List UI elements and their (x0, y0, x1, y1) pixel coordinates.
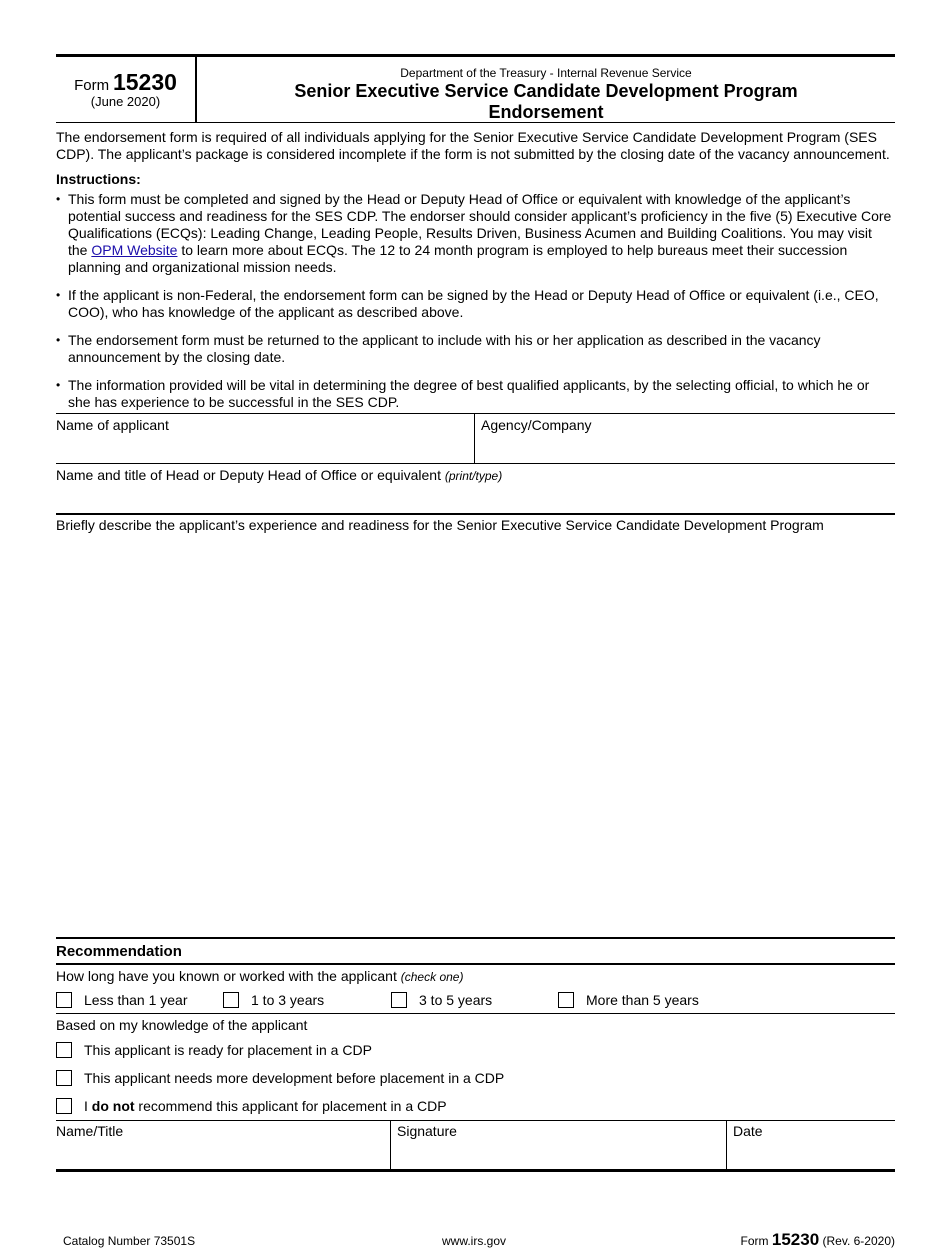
duration-option-1-3[interactable] (223, 992, 391, 1008)
form-header (56, 54, 895, 123)
head-of-office-hint: (print/type) (444, 469, 503, 483)
opm-website-link[interactable]: OPM Website (91, 242, 178, 258)
instruction-item: • If the applicant is non-Federal, the endorsement form can be signed by the Head or Deputy Head of Office or equivalent (i.e., CEO, COO), who has knowledge of the applicant as described above. (56, 287, 895, 321)
instruction-text: This form must be completed and signed by the Head or Deputy Head of Office or equivalent with knowledge of the applicant’s potential success and readiness for the SES CDP. The endorser should consider applicant’s proficiency in the five (5) Executive Core Qualifications (ECQs): Leading Change, Leading People, Results Driven, Business Acumen and Building Coalitions. You may visit the (68, 191, 892, 258)
form-date: (June 2020) (90, 94, 161, 109)
form-id-block (56, 57, 197, 122)
instructions-heading: Instructions: (56, 171, 141, 187)
agency-label: Agency/Company (481, 417, 592, 433)
instructions-list (56, 191, 895, 411)
form-number: 15230 (112, 69, 177, 95)
duration-options (56, 986, 895, 1014)
checkbox[interactable] (56, 1070, 72, 1086)
instruction-text: to learn more about ECQs. The 12 to 24 month program is employed to help bureaus meet their succession planning and organizational mission needs. (68, 242, 848, 275)
date-label: Date (733, 1123, 763, 1139)
applicant-row (56, 413, 895, 464)
name-title-label: Name/Title (56, 1123, 124, 1139)
option-label: Less than 1 year (84, 991, 188, 1008)
department-name: Department of the Treasury - Internal Revenue Service (400, 66, 692, 80)
catalog-number: Catalog Number 73501S (63, 1234, 196, 1248)
checkbox[interactable] (56, 1042, 72, 1058)
form-title-block (197, 57, 895, 122)
date-field[interactable] (727, 1121, 895, 1169)
form-title-line2: Endorsement (488, 102, 604, 122)
form-word: Form (74, 77, 110, 94)
instruction-item: • The information provided will be vital in determining the degree of best qualified applicants, by the selecting official, to which he or she has experience to be successful in the SES CDP. (56, 377, 895, 411)
option-label: This applicant is ready for placement in a CDP (84, 1042, 372, 1058)
applicant-name-label: Name of applicant (56, 417, 169, 433)
signature-row (56, 1120, 895, 1172)
option-needs-development[interactable] (56, 1064, 895, 1092)
based-on-knowledge-label: Based on my knowledge of the applicant (56, 1017, 308, 1033)
footer-form-number: 15230 (771, 1230, 820, 1249)
duration-option-more-5[interactable] (558, 992, 699, 1008)
footer-revision: (Rev. 6-2020) (822, 1234, 895, 1248)
applicant-name-field[interactable] (56, 414, 475, 463)
head-of-office-field[interactable] (56, 464, 895, 515)
duration-option-3-5[interactable] (391, 992, 558, 1008)
intro-paragraph: The endorsement form is required of all individuals applying for the Senior Executive Service Candidate Development Program (SES CDP). The applicant’s package is considered incomplete if the form is not submitted by the closing date of the vacancy announcement. (56, 129, 890, 162)
form-title-line1: Senior Executive Service Candidate Development Program (294, 81, 798, 101)
checkbox[interactable] (391, 992, 407, 1008)
duration-option-less-1[interactable] (56, 992, 223, 1008)
option-label-emphasis: do not (91, 1098, 135, 1114)
agency-field[interactable] (475, 414, 895, 463)
describe-textarea[interactable] (56, 538, 895, 936)
checkbox[interactable] (223, 992, 239, 1008)
option-label: More than 5 years (586, 991, 699, 1008)
form-page (56, 54, 895, 1249)
option-label: This applicant needs more development before placement in a CDP (84, 1070, 505, 1086)
instruction-item (56, 191, 895, 276)
checkbox[interactable] (56, 1098, 72, 1114)
form-footer (56, 1230, 895, 1250)
instruction-item: • The endorsement form must be returned to the applicant to include with his or her application as described in the vacancy announcement by the closing date. (56, 332, 895, 366)
name-title-field[interactable] (56, 1121, 391, 1169)
option-ready[interactable] (56, 1036, 895, 1064)
checkbox[interactable] (56, 992, 72, 1008)
describe-label: Briefly describe the applicant’s experience and readiness for the Senior Executive Service Candidate Development Program (56, 517, 824, 533)
option-label: 1 to 3 years (251, 991, 325, 1008)
checkbox[interactable] (558, 992, 574, 1008)
option-label-suffix: recommend this applicant for placement in a CDP (134, 1098, 447, 1114)
head-of-office-label: Name and title of Head or Deputy Head of Office or equivalent (56, 467, 441, 483)
recommendation-title: Recommendation (56, 937, 895, 965)
option-label: 3 to 5 years (419, 991, 493, 1008)
duration-question (56, 965, 895, 986)
option-label-prefix: I (84, 1098, 92, 1114)
duration-question-hint: (check one) (400, 970, 464, 984)
footer-form-word: Form (740, 1234, 769, 1248)
signature-label: Signature (397, 1123, 457, 1139)
duration-question-text: How long have you known or worked with the applicant (56, 968, 397, 984)
recommendation-section (56, 937, 895, 1172)
option-label (84, 1098, 447, 1114)
irs-website: www.irs.gov (442, 1234, 507, 1248)
footer-form-id (741, 1230, 895, 1250)
signature-field[interactable] (391, 1121, 727, 1169)
option-not-recommend[interactable] (56, 1092, 895, 1120)
